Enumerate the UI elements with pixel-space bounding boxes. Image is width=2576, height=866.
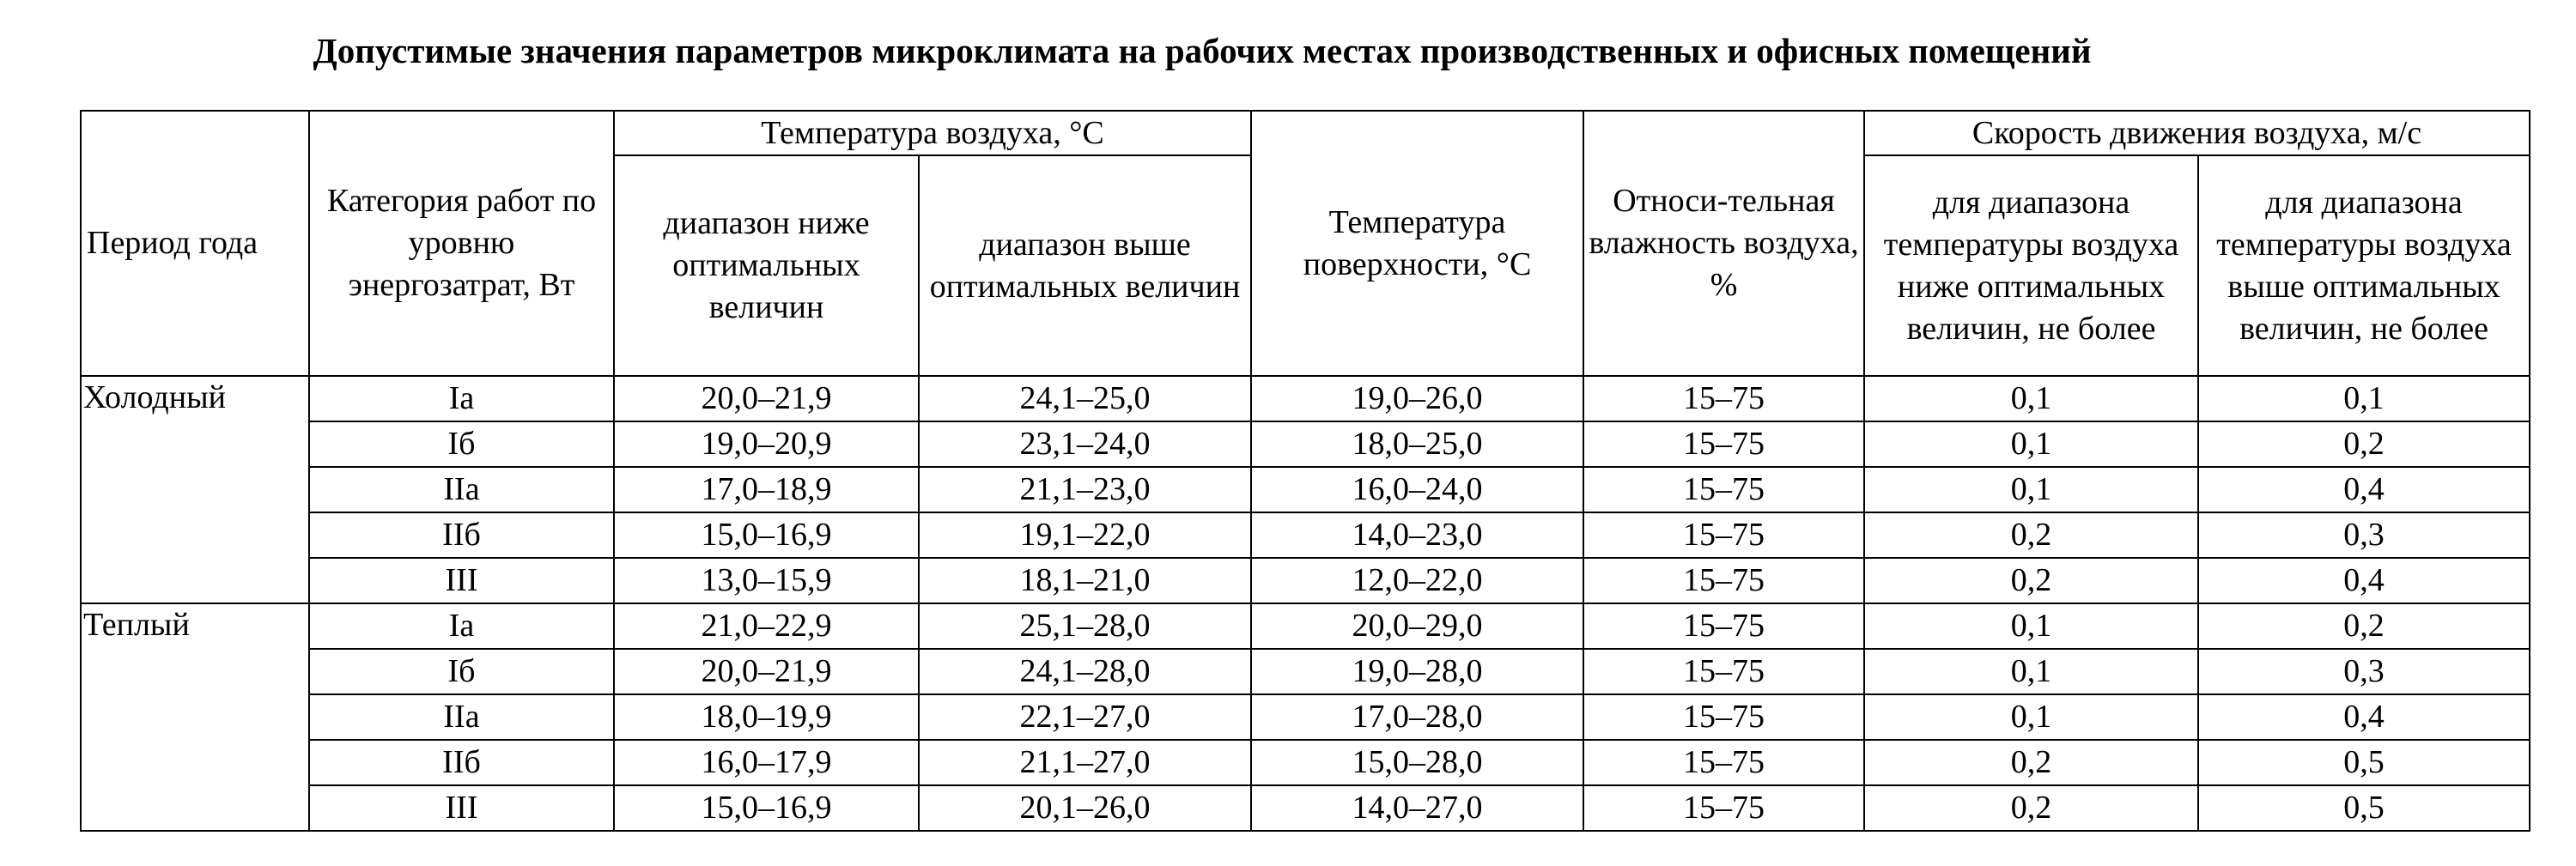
category-cell: IIб (309, 740, 614, 785)
table-row (81, 649, 2530, 694)
category-cell: IIб (309, 512, 614, 558)
header-category: Категория работ по уровню энергозатрат, Вт (309, 111, 614, 376)
surface-temp-cell: 16,0–24,0 (1251, 467, 1583, 512)
header-surface-temperature: Температура поверхности, °С (1251, 111, 1583, 376)
humidity-cell: 15–75 (1583, 467, 1864, 512)
speed-below-cell: 0,1 (1864, 649, 2198, 694)
table-row (81, 603, 2530, 649)
surface-temp-cell: 17,0–28,0 (1251, 694, 1583, 740)
humidity-cell: 15–75 (1583, 785, 1864, 831)
humidity-cell: 15–75 (1583, 694, 1864, 740)
surface-temp-cell: 20,0–29,0 (1251, 603, 1583, 649)
temp-above-cell: 22,1–27,0 (919, 694, 1251, 740)
humidity-cell: 15–75 (1583, 512, 1864, 558)
speed-above-cell: 0,4 (2198, 467, 2530, 512)
header-relative-humidity: Относи-тельная влажность воздуха, % (1583, 111, 1864, 376)
temp-below-cell: 17,0–18,9 (614, 467, 919, 512)
surface-temp-cell: 19,0–28,0 (1251, 649, 1583, 694)
speed-below-cell: 0,2 (1864, 740, 2198, 785)
humidity-cell: 15–75 (1583, 421, 1864, 467)
speed-below-cell: 0,1 (1864, 376, 2198, 421)
temp-above-cell: 24,1–25,0 (919, 376, 1251, 421)
temp-below-cell: 20,0–21,9 (614, 376, 919, 421)
speed-above-cell: 0,3 (2198, 649, 2530, 694)
table-row (81, 694, 2530, 740)
header-period: Период года (81, 111, 309, 376)
table-row (81, 421, 2530, 467)
table-row (81, 467, 2530, 512)
table-row (81, 558, 2530, 603)
speed-above-cell: 0,5 (2198, 740, 2530, 785)
category-cell: IIa (309, 694, 614, 740)
period-cell: Теплый (81, 603, 309, 831)
surface-temp-cell: 14,0–27,0 (1251, 785, 1583, 831)
humidity-cell: 15–75 (1583, 649, 1864, 694)
speed-below-cell: 0,1 (1864, 603, 2198, 649)
category-cell: Ia (309, 376, 614, 421)
temp-above-cell: 23,1–24,0 (919, 421, 1251, 467)
category-cell: Ia (309, 603, 614, 649)
header-air-speed: Скорость движения воздуха, м/с (1864, 111, 2530, 155)
header-air-temperature: Температура воздуха, °С (614, 111, 1251, 155)
humidity-cell: 15–75 (1583, 376, 1864, 421)
temp-below-cell: 15,0–16,9 (614, 785, 919, 831)
speed-below-cell: 0,2 (1864, 512, 2198, 558)
microclimate-table (80, 110, 2530, 832)
speed-below-cell: 0,1 (1864, 694, 2198, 740)
humidity-cell: 15–75 (1583, 603, 1864, 649)
speed-below-cell: 0,2 (1864, 558, 2198, 603)
category-cell: Iб (309, 649, 614, 694)
speed-below-cell: 0,2 (1864, 785, 2198, 831)
table-row (81, 785, 2530, 831)
speed-above-cell: 0,4 (2198, 558, 2530, 603)
temp-below-cell: 15,0–16,9 (614, 512, 919, 558)
header-air-temp-above: диапазон выше оптимальных величин (919, 155, 1251, 376)
table-row (81, 512, 2530, 558)
speed-above-cell: 0,1 (2198, 376, 2530, 421)
speed-above-cell: 0,3 (2198, 512, 2530, 558)
page-title: Допустимые значения параметров микроклимата на рабочих местах производственных и офисных помещений (313, 31, 2092, 70)
temp-above-cell: 21,1–23,0 (919, 467, 1251, 512)
speed-above-cell: 0,5 (2198, 785, 2530, 831)
temp-below-cell: 19,0–20,9 (614, 421, 919, 467)
temp-below-cell: 16,0–17,9 (614, 740, 919, 785)
surface-temp-cell: 14,0–23,0 (1251, 512, 1583, 558)
temp-below-cell: 21,0–22,9 (614, 603, 919, 649)
table-row (81, 740, 2530, 785)
humidity-cell: 15–75 (1583, 558, 1864, 603)
temp-above-cell: 24,1–28,0 (919, 649, 1251, 694)
category-cell: Iб (309, 421, 614, 467)
header-air-temp-below: диапазон ниже оптимальных величин (614, 155, 919, 376)
speed-below-cell: 0,1 (1864, 421, 2198, 467)
speed-below-cell: 0,1 (1864, 467, 2198, 512)
table-row (81, 376, 2530, 421)
temp-below-cell: 20,0–21,9 (614, 649, 919, 694)
surface-temp-cell: 19,0–26,0 (1251, 376, 1583, 421)
temp-above-cell: 18,1–21,0 (919, 558, 1251, 603)
temp-above-cell: 25,1–28,0 (919, 603, 1251, 649)
speed-above-cell: 0,4 (2198, 694, 2530, 740)
category-cell: III (309, 558, 614, 603)
surface-temp-cell: 15,0–28,0 (1251, 740, 1583, 785)
surface-temp-cell: 18,0–25,0 (1251, 421, 1583, 467)
speed-above-cell: 0,2 (2198, 421, 2530, 467)
temp-above-cell: 21,1–27,0 (919, 740, 1251, 785)
temp-above-cell: 20,1–26,0 (919, 785, 1251, 831)
temp-above-cell: 19,1–22,0 (919, 512, 1251, 558)
humidity-cell: 15–75 (1583, 740, 1864, 785)
surface-temp-cell: 12,0–22,0 (1251, 558, 1583, 603)
category-cell: III (309, 785, 614, 831)
period-cell: Холодный (81, 376, 309, 603)
header-air-speed-below: для диапазона температуры воздуха ниже оптимальных величин, не более (1864, 155, 2198, 376)
speed-above-cell: 0,2 (2198, 603, 2530, 649)
header-air-speed-above: для диапазона температуры воздуха выше оптимальных величин, не более (2198, 155, 2530, 376)
temp-below-cell: 18,0–19,9 (614, 694, 919, 740)
category-cell: IIa (309, 467, 614, 512)
temp-below-cell: 13,0–15,9 (614, 558, 919, 603)
